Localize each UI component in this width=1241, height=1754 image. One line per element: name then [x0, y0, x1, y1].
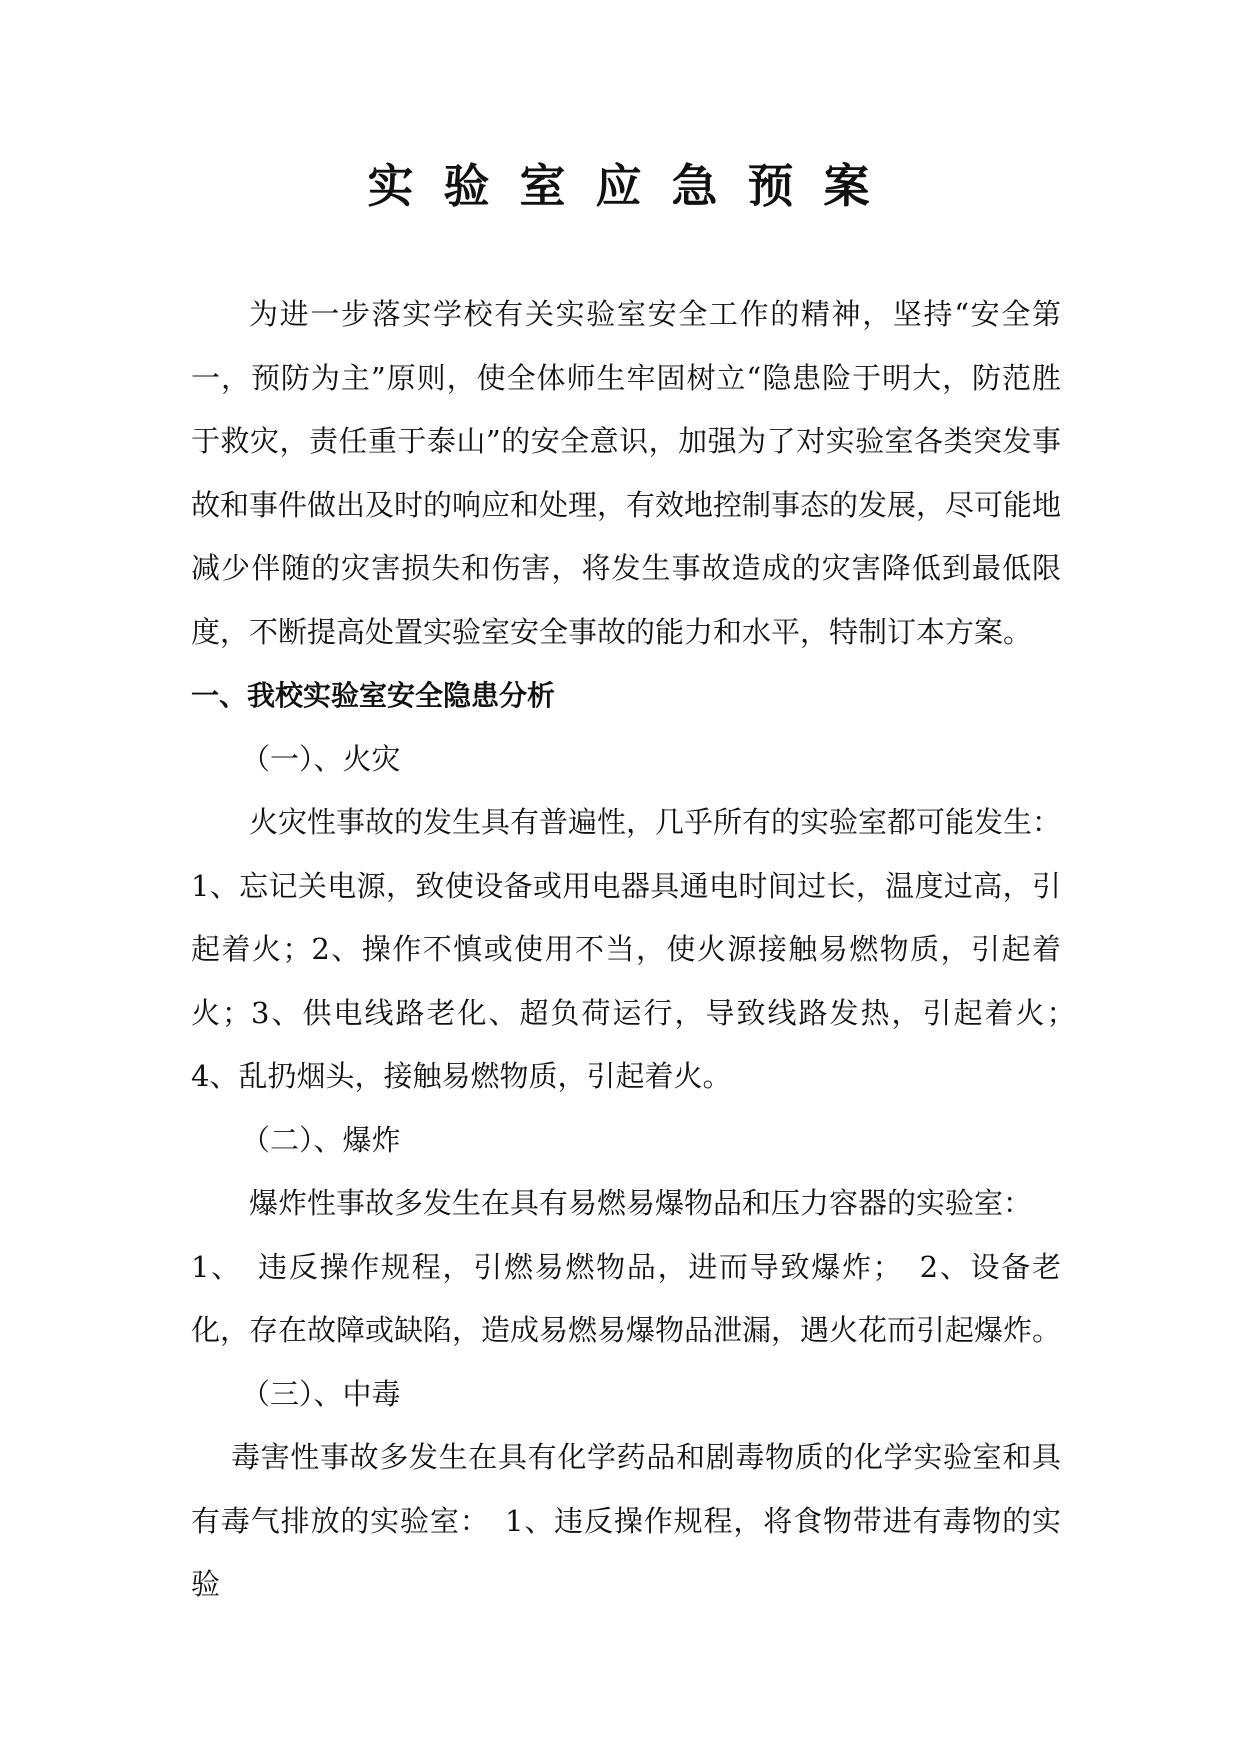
document-body	[191, 283, 1091, 1617]
subsection-heading-fire: （一）、火灾	[241, 741, 401, 776]
fire-lead-paragraph: 火灾性事故的发生具有普遍性，几乎所有的实验室都可能发生：	[249, 805, 1062, 839]
explosion-lead-paragraph: 爆炸性事故多发生在具有易燃易爆物品和压力容器的实验室：	[249, 1186, 1033, 1220]
section-heading-hazard-analysis: 一、我校实验室安全隐患分析	[191, 679, 556, 712]
poison-paragraph: 毒害性事故多发生在具有化学药品和剧毒物质的化学实验室和具有毒气排放的实验室： 1、违反操作规程，将食物带进有毒物的实验	[191, 1440, 1061, 1601]
intro-paragraph: 为进一步落实学校有关实验室安全工作的精神，坚持“安全第一，预防为主”原则，使全体师生牢固树立“隐患险于明大，防范胜于救灾，责任重于泰山”的安全意识，加强为了对实验室各类突发事故和事件做出及时的响应和处理，有效地控制事态的发展，尽可能地减少伴随的灾害损失和伤害，将发生事故造成的灾害降低到最低限度，不断提高处置实验室安全事故的能力和水平，特制订本方案。	[191, 297, 1062, 649]
document-title: 实验室应急预案	[367, 159, 900, 213]
explosion-items-paragraph: 1、 违反操作规程，引燃易燃物品，进而导致爆炸； 2、设备老化，存在故障或缺陷，造成易燃易爆物品泄漏，遇火花而引起爆炸。	[191, 1249, 1062, 1347]
fire-items-paragraph: 1、忘记关电源，致使设备或用电器具通电时间过长，温度过高，引起着火；2、操作不慎或使用不当，使火源接触易燃物质，引起着火；3、供电线路老化、超负荷运行，导致线路发热，引起着火； 4、乱扔烟头，接触易燃物质，引起着火。	[191, 868, 1091, 1093]
subsection-heading-poison: （三）、中毒	[241, 1376, 401, 1411]
subsection-heading-explosion: （二）、爆炸	[241, 1122, 401, 1157]
